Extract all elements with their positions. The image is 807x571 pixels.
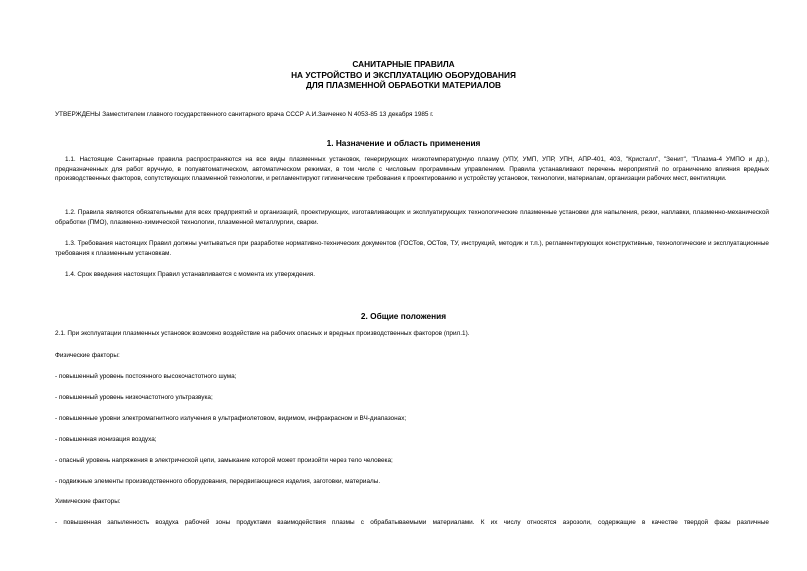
paragraph-1-2: 1.2. Правила являются обязательными для всех предприятий и организаций, проектирующих, изготавливающих и эксплуатирующих технологические плазменные установки для напыления, резки, наплавки, плазменно-механической обработки (ПМО), плазменно-химической технологии, плазменной металлургии, сварки. — [55, 209, 769, 226]
paragraph-2-1: 2.1. При эксплуатации плазменных установок возможно воздействие на рабочих опасных и вредных производственных факторов (прил.1). — [55, 330, 470, 337]
paragraph-1-4: 1.4. Срок введения настоящих Правил устанавливается с момента их утверждения. — [65, 271, 316, 278]
physical-factors-label: Физические факторы: — [55, 352, 120, 359]
chemical-factors-label: Химические факторы: — [55, 498, 121, 505]
section-1-heading: 1. Назначение и область применения — [326, 138, 481, 148]
title-line-1: САНИТАРНЫЕ ПРАВИЛА — [352, 59, 455, 69]
document-title — [0, 59, 807, 91]
approval-statement: УТВЕРЖДЕНЫ Заместителем главного государственного санитарного врача СССР А.И.Заиченко N 4053-85 13 декабря 1985 г. — [55, 111, 434, 118]
section-2-heading: 2. Общие положения — [360, 311, 447, 321]
paragraph-1-3: 1.3. Требования настоящих Правил должны учитываться при разработке нормативно-технических документов (ГОСТов, ОСТов, ТУ, инструкций, методик и т.п.), регламентирующих конструктивные, технологические и эксплуатационные требования к плазменным установкам. — [55, 240, 769, 257]
list-item: - подвижные элементы производственного оборудования, передвигающиеся изделия, заготовки, материалы. — [55, 478, 381, 485]
list-item: - опасный уровень напряжения в электрической цепи, замыкание которой может произойти через тело человека; — [55, 457, 393, 464]
title-line-3: ДЛЯ ПЛАЗМЕННОЙ ОБРАБОТКИ МАТЕРИАЛОВ — [305, 80, 502, 90]
list-item: - повышенный уровень постоянного высокочастотного шума; — [55, 373, 237, 380]
list-item: - повышенная ионизация воздуха; — [55, 436, 157, 443]
title-line-2: НА УСТРОЙСТВО И ЭКСПЛУАТАЦИЮ ОБОРУДОВАНИЯ — [291, 69, 516, 80]
list-item: - повышенные уровни электромагнитного излучения в ультрафиолетовом, видимом, инфракрасном и ВЧ-диапазонах; — [55, 415, 407, 422]
list-item: - повышенная запыленность воздуха рабочей зоны продуктами взаимодействия плазмы с обрабатываемыми материалами. К их числу относятся аэрозоли, содержащие в качестве твердой фазы различные — [55, 519, 769, 526]
list-item: - повышенный уровень низкочастотного ультразвука; — [55, 394, 213, 401]
paragraph-1-1: 1.1. Настоящие Санитарные правила распространяются на все виды плазменных установок, генерирующих низкотемпературную плазму (УПУ, УМП, УПР, УПН, АПР-401, 403, "Кристалл", "Зенит", "Плазма-4 УМПО и др.), предназначенных для работ вручную, в полуавтоматическом, автоматическом режимах, в том числе с числовым программным управлением. Правила устанавливают перечень мероприятий по ограничению влияния вредных производственных факторов, сопутствующих плазменной технологии, и регламентируют гигиенические требования к проектированию и устройству установок, технологии, материалам, организации рабочих мест, вентиляции. — [55, 156, 769, 183]
